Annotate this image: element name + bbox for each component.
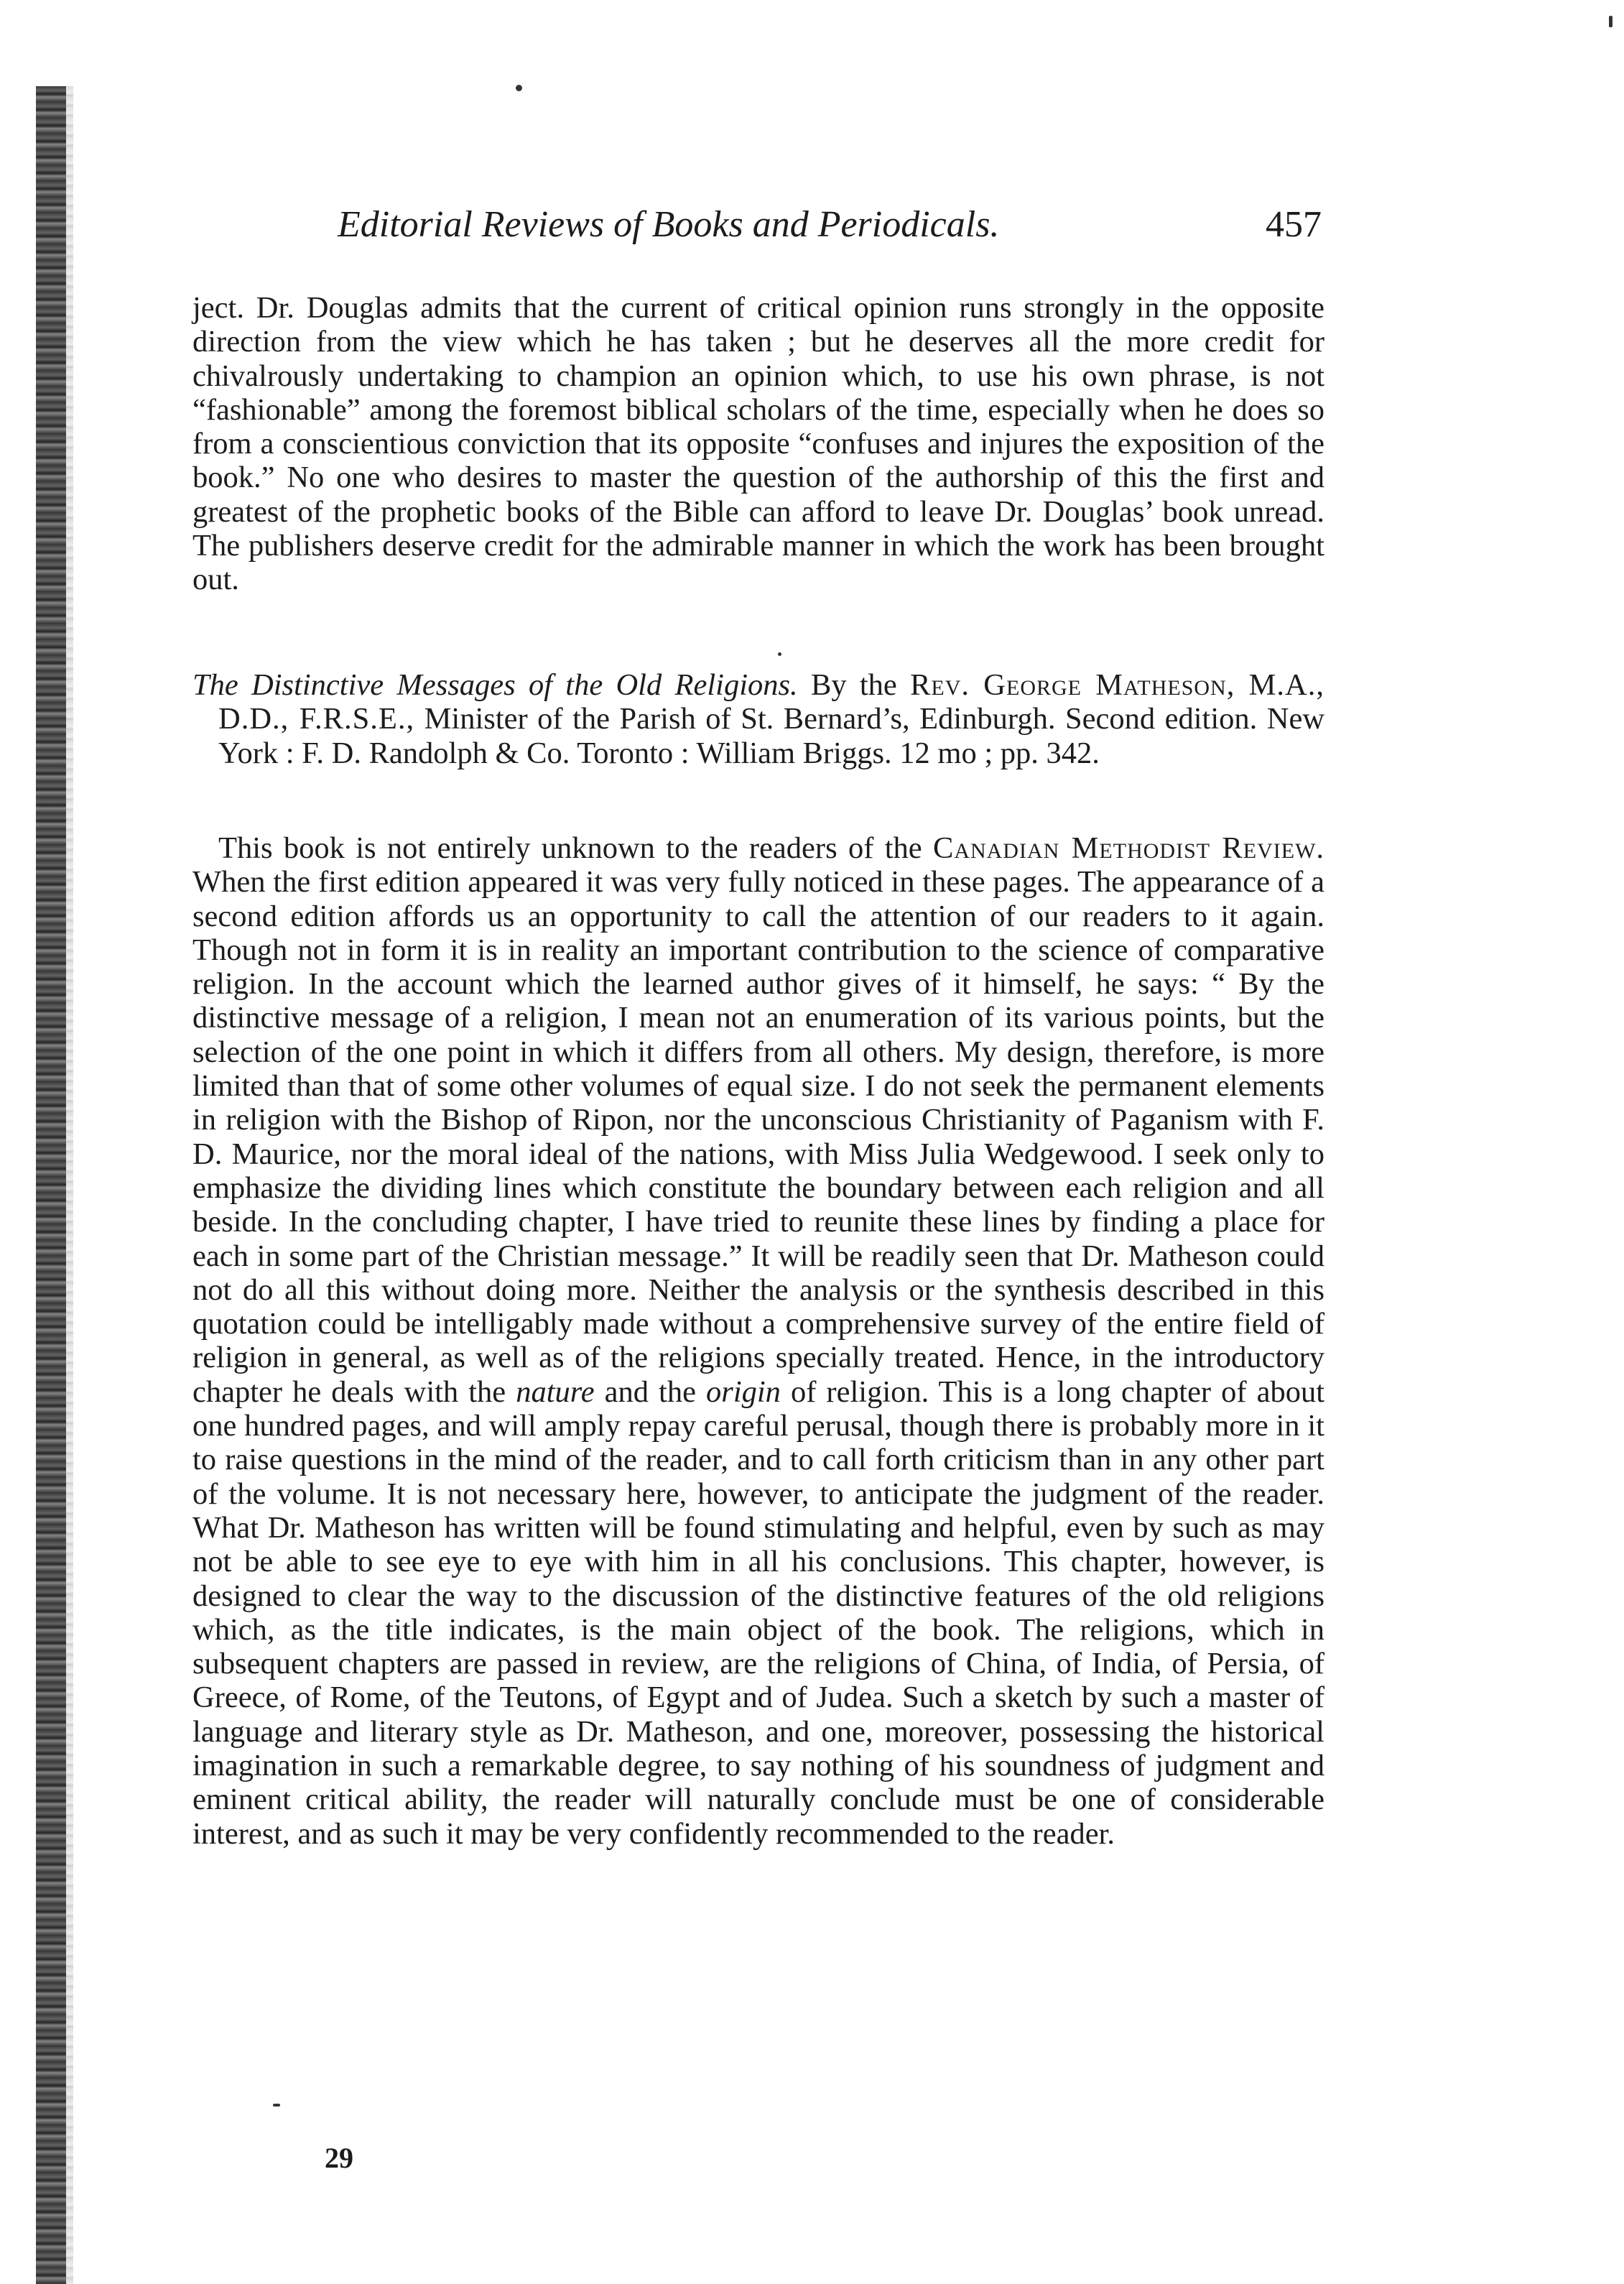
review-text-part2: of religion. This is a long chapter of about one hundred pages, and will amply repay careful perusal, though there is probably more in it to raise questions in the mind of the reader, and to call forth criticism than in any other part of the volume. It is not necessary here, however, to anticipate the judgment of the reader. What Dr. Matheson has written will be found stimulating and helpful, even by such as may not be able to see eye to eye with him in all his conclusions. This chapter, however, is designed to clear the way to the discussion of the distinctive features of the old religions which, as the title indicates, is the main object of the book. The religions, which in subsequent chapters are passed in review, are the religions of China, of India, of Persia, of Greece, of Rome, of the Teutons, of Egypt and of Judea. Such a sketch by such a master of language and literary style as Dr. Matheson, and one, moreover, possessing the historical imagination in such a remarkable degree, to say nothing of his soundness of judgment and eminent critical ability, the reader will naturally conclude must be one of considerable interest, and as such it may be very confidently recommended to the reader. bbox=[192, 1374, 1325, 1851]
book-spine-shadow bbox=[36, 86, 66, 2284]
journal-name: Canadian Methodist Review. bbox=[932, 831, 1325, 865]
ink-speck bbox=[273, 2104, 280, 2107]
review-body bbox=[192, 831, 1324, 1851]
book-details: Minister of the Parish of St. Bernard’s, Edinburgh. Second edition. New York : F. D. Randolph & Co. Toronto : William Briggs. 12 mo ; pp. 342. bbox=[218, 702, 1325, 770]
italic-origin: origin bbox=[706, 1374, 781, 1409]
ink-speck bbox=[516, 85, 522, 91]
review-text-part1: When the first edition appeared it was very fully noticed in these pages. The appearance of a second edition affords us an opportunity to call the attention of our readers to it again. Though not in form it is in reality an important contribution to the science of comparative religion. In the account which the learned author gives of it himself, he says: “ By the distinctive message of a religion, I mean not an enumeration of its various points, but the selection of the one point in which it differs from all others. My design, therefore, is more limited than that of some other volumes of equal size. I do not seek the permanent elements in religion with the Bishop of Ripon, nor the unconscious Christianity of Paganism with F. D. Maurice, nor the moral ideal of the nations, with Miss Julia Wedgewood. I seek only to emphasize the dividing lines which constitute the boundary between each religion and all beside. In the concluding chapter, I have tried to reunite these lines by finding a place for each in some part of the Christian message.” It will be readily seen that Dr. Matheson could not do all this without doing more. Neither the analysis or the synthesis described in this quotation could be intelligably made without a comprehensive survey of the entire field of religion in general, as well as of the religions specially treated. Hence, in the introductory chapter he deals with the bbox=[192, 865, 1324, 1409]
running-header bbox=[338, 200, 1322, 250]
signature-mark: 29 bbox=[325, 2142, 353, 2174]
italic-nature: nature bbox=[516, 1374, 595, 1409]
page-gutter-edge bbox=[66, 86, 73, 2284]
and-the-text: and the bbox=[604, 1374, 696, 1409]
review-reference bbox=[192, 668, 1324, 770]
continued-paragraph: ject. Dr. Douglas admits that the current of critical opinion runs strongly in the opposite direction from the view which he has taken ; but he deserves all the more credit for chivalrously undertaking to champion an opinion which, to use his own phrase, is not “fashionable” among the foremost biblical scholars of the time, especially when he does so from a conscientious conviction that its opposite “confuses and injures the exposition of the book.” No one who desires to master the question of the authorship of this the first and greatest of the prophetic books of the Bible can afford to leave Dr. Douglas’ book unread. The publishers deserve credit for the admirable manner in which the work has been brought out. bbox=[192, 291, 1324, 597]
book-title: The Distinctive Messages of the Old Religions. bbox=[192, 668, 798, 702]
review-intro-text: This book is not entirely unknown to the readers of the bbox=[218, 831, 922, 865]
ink-speck bbox=[778, 652, 781, 656]
review-body-block bbox=[192, 831, 1324, 1851]
by-label: By the bbox=[810, 668, 897, 702]
book-author: Rev. George Matheson, M.A., D.D., F.R.S.E., bbox=[218, 668, 1324, 736]
running-title: Editorial Reviews of Books and Periodicals. bbox=[338, 204, 1000, 245]
ink-speck bbox=[1609, 16, 1613, 27]
continued-paragraph-block bbox=[192, 291, 1324, 597]
page-number: 457 bbox=[1266, 204, 1322, 245]
